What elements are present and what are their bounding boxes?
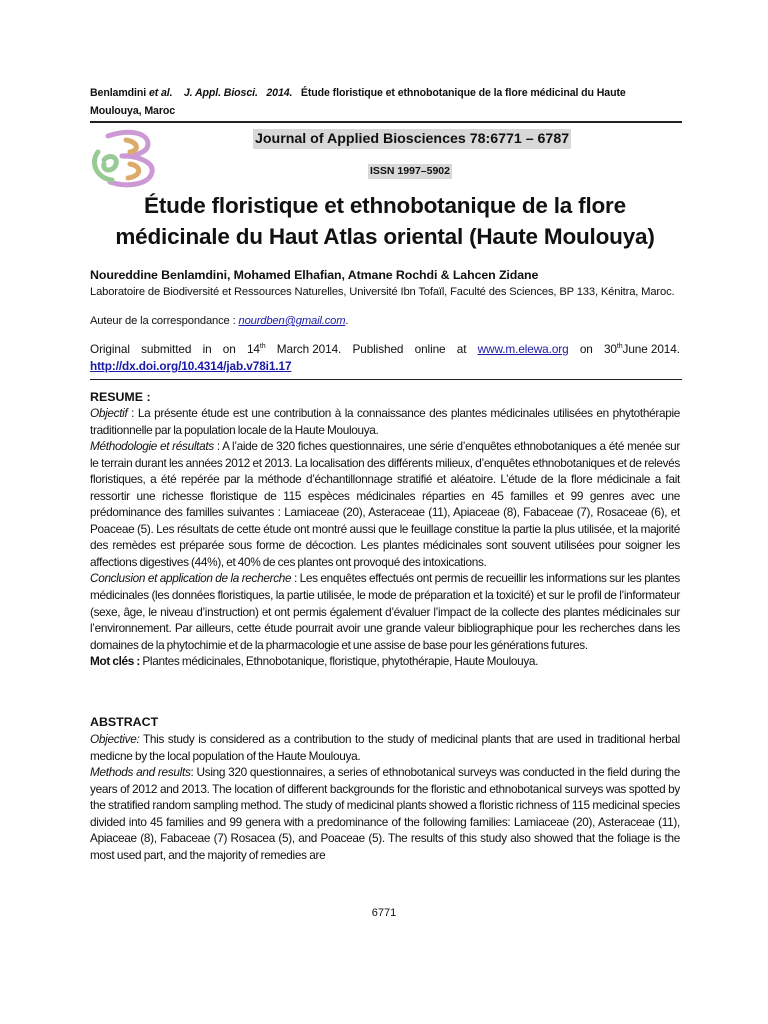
journal-name: Journal of Applied Biosciences 78:6771 – 6787 [255,131,570,147]
resume-conclusion-label: Conclusion et application de la recherche [90,571,292,586]
correspondence-end: . [345,315,349,327]
abstract-objective [90,731,680,764]
correspondence-email-link[interactable]: nourdben@gmail.com [238,315,346,327]
article-title: Étude floristique et ethnobotanique de la flore médicinale du Haut Atlas oriental (Haute Moulouya) [115,193,655,249]
abstract-objective-label: Objective: [90,732,140,746]
doi-link[interactable]: http://dx.doi.org/10.4314/jab.v78i1.17 [90,359,292,373]
abstract-heading: ABSTRACT [90,715,159,729]
resume-objectif [90,405,680,438]
submission-info [90,341,680,375]
sub-word-on: on [222,342,236,356]
published-day-suffix: th [616,343,623,351]
abstract-methods-text: : Using 320 questionnaires, a series of ethnobotanical surveys was conducted in the field during the years of 2012 and 2013. The location of different backgrounds for the floristic and ethnobotanical surveys was spotted by the stratified random sampling method. The study of medicinal plants showed a floristic richness of 115 medicinal species divided into 45 families and 99 genera with a predominance of the following families: Lamiaceae (20), Asteraceae (11), Apiaceae (8), Fabaceae (7) Rosacea (5), and Poaceae (5). The results of this study also showed that the foliage is the most used part, and the majority of remedies are [90,765,680,862]
sub-word-original: Original [90,342,130,356]
resume-methodes-text: : A l’aide de 320 fiches questionnaires, une série d’enquêtes ethnobotaniques a été menée sur le terrain durant les années 2012 et 2013. La localisation des différents milieux, d’enquêtes ethnobotaniques et de relevés floristiques, a été repérée par la méthode d’échantillonnage stratifié et aléatoire. L’étude de la flore médicinale a fait ressortir une richesse floristique de 115 espèces médicinales réparties en 45 familles et 99 genres avec une prédominance des familles suivantes : Lamiaceae (20), Asteraceae (11), Apiaceae (8), Fabaceae (7), Rosaceae (6), et Poaceae (5). Les résultats de cette étude ont montré aussi que le feuillage constitue la partie la plus utilisée, et la majorité des remèdes est préparée sous forme de décoction. Les plantes médicinales sont souvent utilisées pour soigner les affections digestives (44%), et 40% de ces plantes ont provoqué des intoxications. [90,439,680,569]
abstract-methods-label: Methods and results [90,765,191,780]
running-header [90,84,680,120]
sub-word-in: in [202,342,212,356]
author-list: Noureddine Benlamdini, Mohamed Elhafian, Atmane Rochdi & Lahcen Zidane [90,268,539,282]
resume-heading: RESUME : [90,390,151,404]
abstract-objective-text: This study is considered as a contribution to the study of medicinal plants that are used in traditional herbal medicne by the local population of the Haute Moulouya. [90,732,680,763]
published-month-year: June 2014. [622,342,680,356]
publisher-url-link[interactable]: www.m.elewa.org [477,342,569,356]
sub-word-published: Published [352,342,404,356]
page-number: 6771 [371,907,397,919]
resume-keywords-label: Mot clés : [90,654,141,669]
running-header-title-cont: Moulouya, Maroc [90,105,176,117]
running-header-authors: Benlamdini [90,87,147,99]
submitted-day-suffix: th [259,343,266,351]
correspondence-label: Auteur de la correspondance : [90,315,239,327]
published-day: 30 [603,342,617,356]
running-header-journal: J. Appl. Biosci. [183,87,258,99]
submitted-day: 14 [246,342,260,356]
journal-logo-icon [88,126,166,192]
resume-body [90,405,680,670]
submission-line [90,341,680,358]
submission-rule [90,379,682,380]
header-rule [90,121,682,123]
submitted-month-year: March 2014. [276,342,342,356]
resume-methodes [90,438,680,570]
running-header-etal: et al. [148,87,173,99]
resume-keywords [90,653,680,670]
running-header-year: 2014. [266,87,293,99]
abstract-body [90,731,680,863]
affiliation: Laboratoire de Biodiversité et Ressources Naturelles, Université Ibn Tofaïl, Faculté des Sciences, BP 133, Kénitra, Maroc. [90,286,675,298]
published-date [604,341,680,358]
doi-line [90,358,680,375]
resume-objectif-label: Objectif [90,406,128,420]
correspondence [90,313,348,329]
resume-conclusion [90,570,680,653]
running-header-title: Étude floristique et ethnobotanique de la flore médicinal du Haute [300,87,626,99]
sub-word-submitted: submitted [141,342,192,356]
resume-methodes-label: Méthodologie et résultats [90,439,214,454]
submitted-date [247,341,266,358]
resume-keywords-text: Plantes médicinales, Ethnobotanique, floristique, phytothérapie, Haute Moulouya. [140,654,539,669]
sub-word-at: at [456,342,467,356]
sub-word-online: online [414,342,446,356]
resume-conclusion-text: : Les enquêtes effectués ont permis de recueillir les informations sur les plantes médicinales (les données floristiques, la partie utilisée, le mode de préparation et la toxicité) et sur le profil de l’informateur (sexe, âge, le niveau d’instruction) et ont permis également d’évaluer l’impact de la collecte des plantes médicinales sur l’environnement. Par ailleurs, cette étude pourrait avoir une grande valeur bibliographique pour les recherches dans les domaines de la phytochimie et de la pharmacologie et une assise de base pour les générations futures. [90,571,680,652]
sub-word-on2: on [579,342,593,356]
resume-objectif-text: : La présente étude est une contribution à la connaissance des plantes médicinales utilisées en phytothérapie traditionnelle par la population locale de la Haute Moulouya. [90,406,680,437]
abstract-methods [90,764,680,863]
issn: ISSN 1997–5902 [370,165,450,177]
